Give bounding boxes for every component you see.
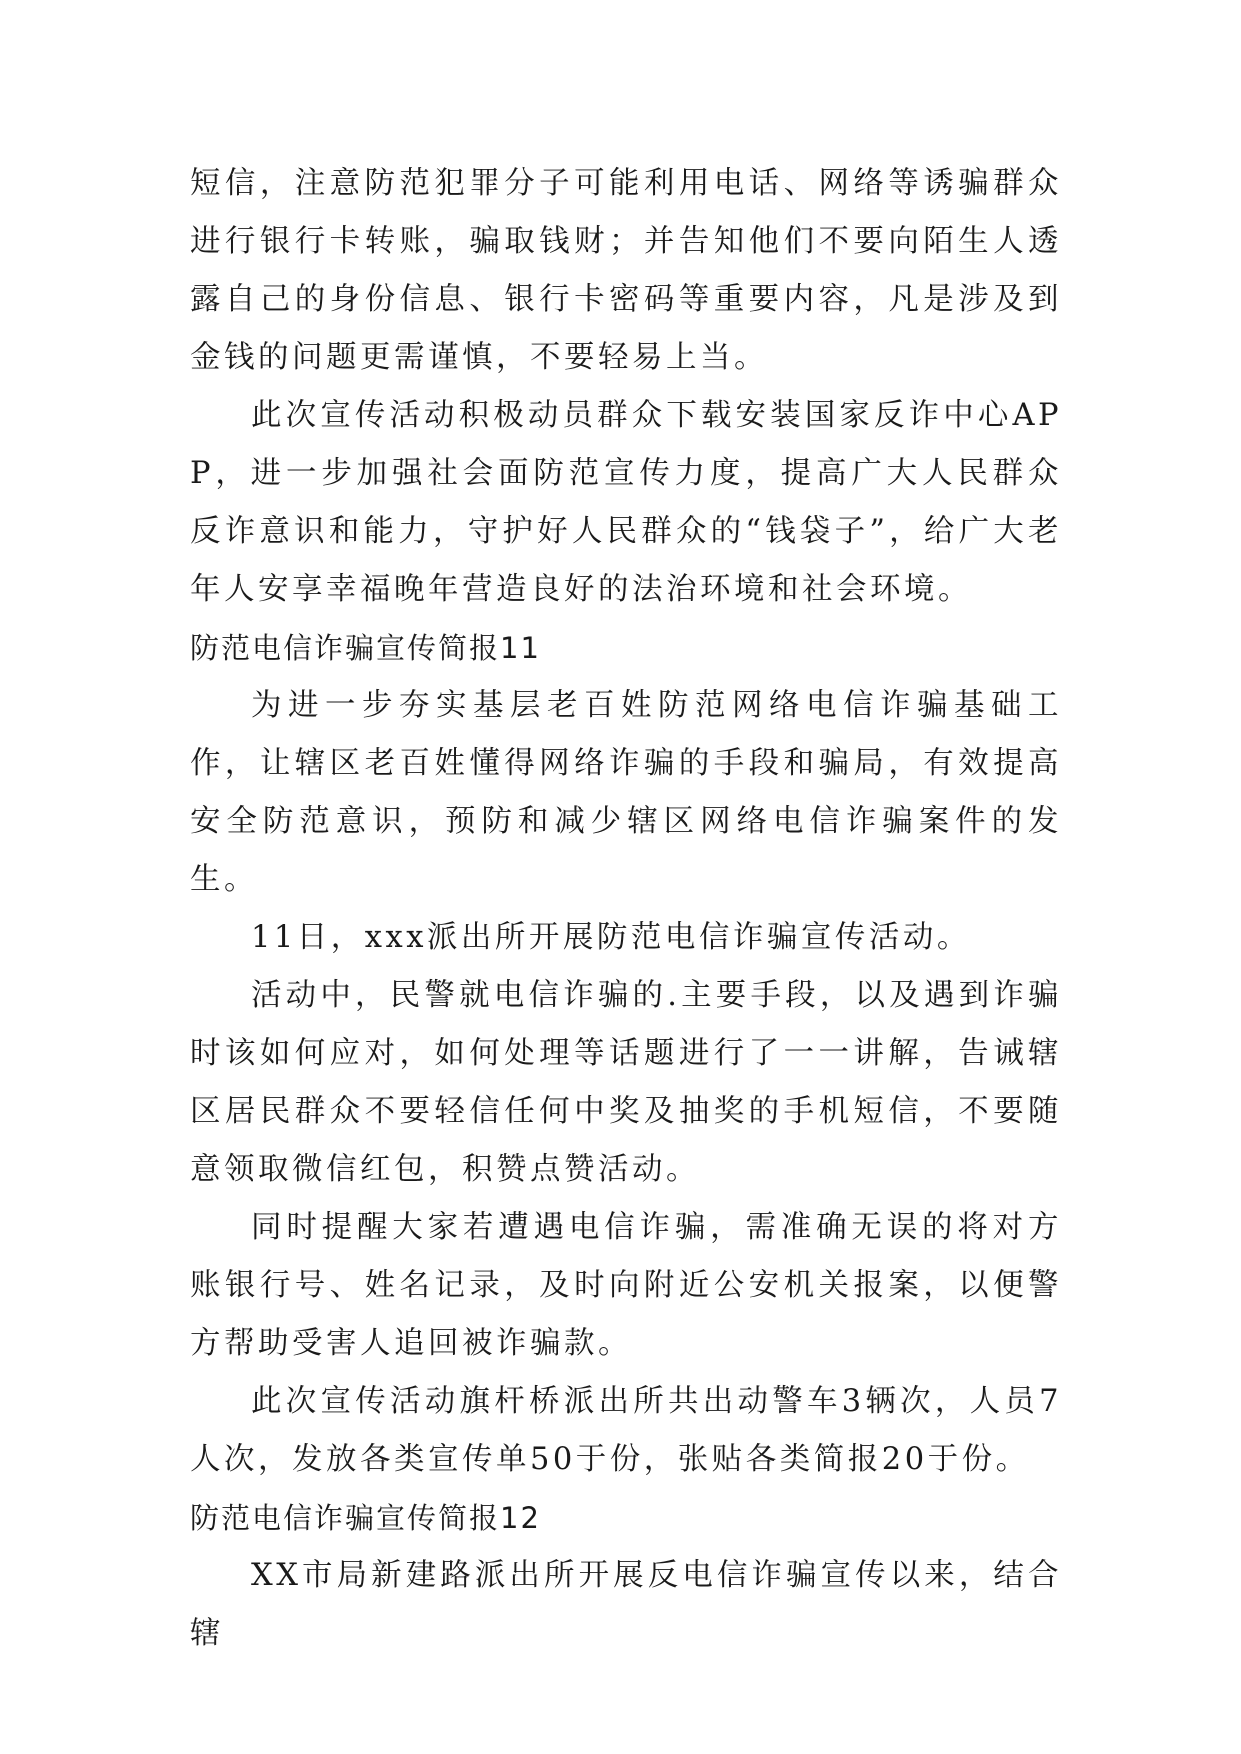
- document-body: [190, 155, 1062, 1663]
- section-heading-12: 防范电信诈骗宣传简报12: [190, 1501, 541, 1535]
- paragraph-7: 此次宣传活动旗杆桥派出所共出动警车3辆次，人员7人次，发放各类宣传单50于份，张贴各类简报20于份。: [190, 1384, 1062, 1477]
- paragraph-6: 同时提醒大家若遭遇电信诈骗，需准确无误的将对方账银行号、姓名记录，及时向附近公安机关报案，以便警方帮助受害人追回被诈骗款。: [190, 1210, 1062, 1361]
- paragraph-1: 短信，注意防范犯罪分子可能利用电话、网络等诱骗群众进行银行卡转账，骗取钱财；并告知他们不要向陌生人透露自己的身份信息、银行卡密码等重要内容，凡是涉及到金钱的问题更需谨慎，不要轻易上当。: [190, 166, 1062, 375]
- paragraph-2: 此次宣传活动积极动员群众下载安装国家反诈中心APP，进一步加强社会面防范宣传力度，提高广大人民群众反诈意识和能力，守护好人民群众的“钱袋子”，给广大老年人安享幸福晚年营造良好的法治环境和社会环境。: [190, 398, 1062, 607]
- paragraph-4: 11日，xxx派出所开展防范电信诈骗宣传活动。: [251, 920, 971, 955]
- paragraph-3: 为进一步夯实基层老百姓防范网络电信诈骗基础工作，让辖区老百姓懂得网络诈骗的手段和骗局，有效提高安全防范意识，预防和减少辖区网络电信诈骗案件的发生。: [190, 688, 1062, 897]
- paragraph-5: 活动中，民警就电信诈骗的.主要手段，以及遇到诈骗时该如何应对，如何处理等话题进行了一一讲解，告诫辖区居民群众不要轻信任何中奖及抽奖的手机短信，不要随意领取微信红包，积赞点赞活动。: [190, 978, 1062, 1187]
- paragraph-8: XX市局新建路派出所开展反电信诈骗宣传以来，结合辖: [190, 1558, 1062, 1651]
- section-heading-11: 防范电信诈骗宣传简报11: [190, 631, 541, 665]
